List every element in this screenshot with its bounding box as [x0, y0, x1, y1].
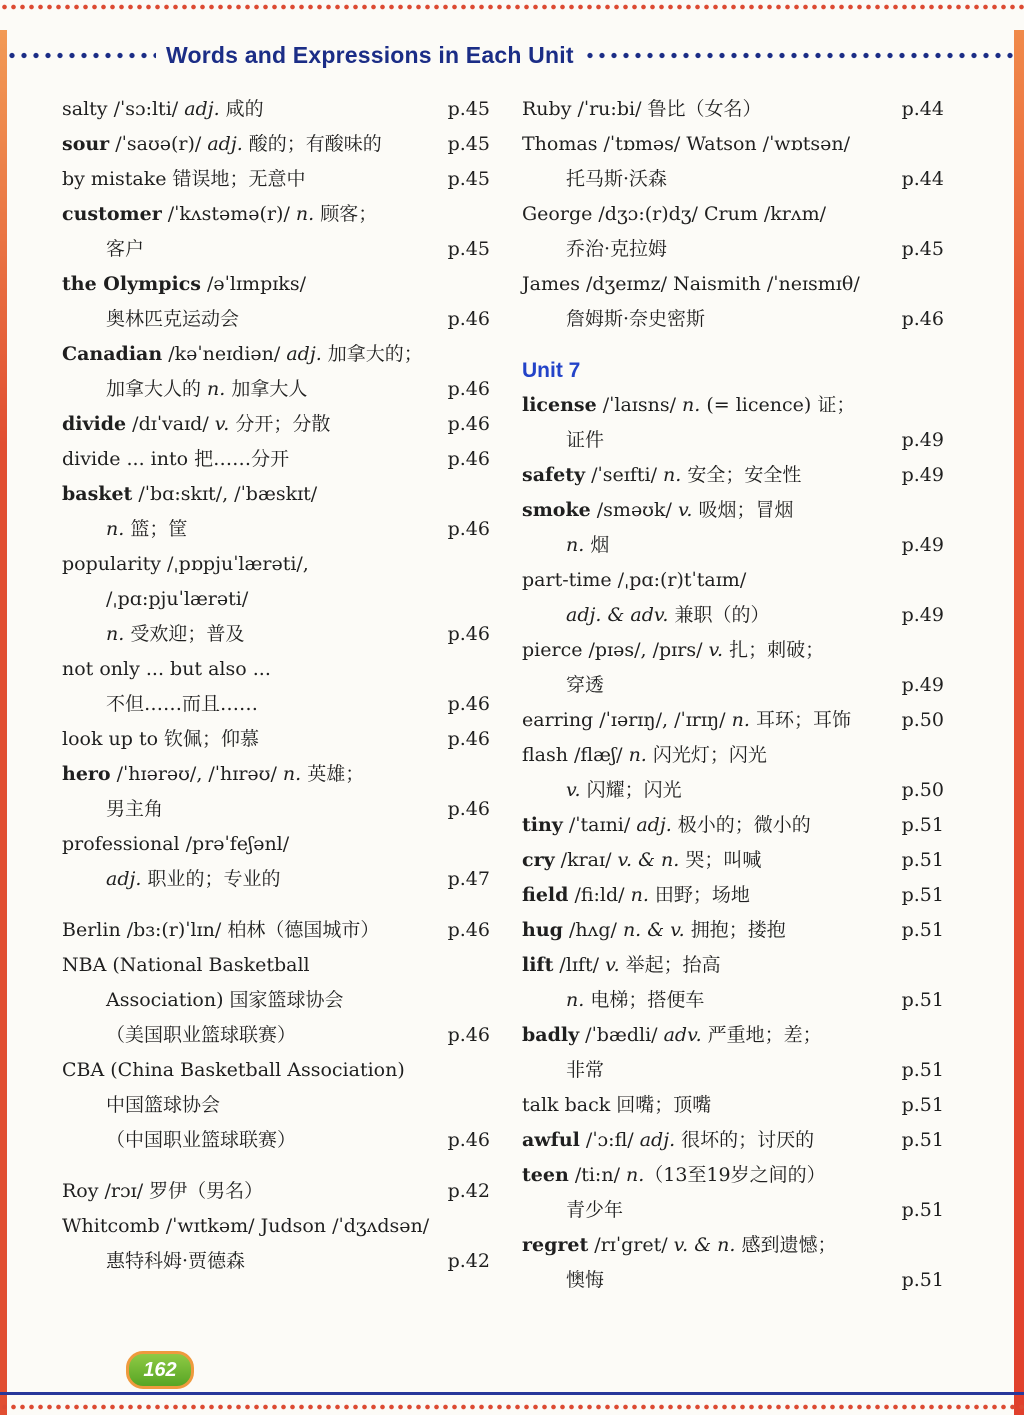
unit-heading: Unit 7 [522, 359, 581, 382]
glossary-entry [62, 197, 490, 267]
page-ref: p.46 [447, 693, 490, 715]
glossary-line [62, 92, 490, 127]
glossary-line [62, 1209, 490, 1244]
glossary-column-left [62, 92, 490, 1279]
glossary-entry [522, 738, 944, 808]
glossary-line-text: 懊悔 [566, 1269, 605, 1291]
glossary-entry [522, 493, 944, 563]
glossary-line-text: 中国篮球协会 [106, 1094, 221, 1116]
glossary-line [522, 633, 944, 668]
glossary-line-text: cry /kraɪ/ v. & n. 哭；叫喊 [522, 849, 762, 871]
glossary-line [522, 1193, 944, 1228]
glossary-line-text: the Olympics /əˈlɪmpɪks/ [62, 273, 306, 295]
glossary-entry [62, 337, 490, 407]
page-ref: p.46 [447, 413, 490, 435]
glossary-line-text: James /dʒeɪmz/ Naismith /ˈneɪsmɪθ/ [522, 273, 860, 295]
glossary-line [522, 843, 944, 878]
glossary-line-text: 惠特科姆·贾德森 [106, 1250, 246, 1272]
glossary-line [62, 652, 490, 687]
glossary-line-text: safety /ˈseɪfti/ n. 安全；安全性 [522, 464, 802, 486]
glossary-line [522, 92, 944, 127]
page-ref: p.49 [901, 429, 944, 451]
glossary-line [522, 458, 944, 493]
glossary-entry [522, 1018, 944, 1088]
glossary-line-text: 证件 [566, 429, 605, 451]
glossary-line [62, 442, 490, 477]
glossary-line-text: v. 闪耀；闪光 [566, 779, 682, 801]
page-ref: p.50 [901, 709, 944, 731]
glossary-line [62, 127, 490, 162]
glossary-line [62, 757, 490, 792]
top-dotted-line [0, 4, 1024, 10]
glossary-line-text: lift /lɪft/ v. 举起；抬高 [522, 954, 721, 976]
page-ref: p.46 [901, 308, 944, 330]
glossary-line-text: teen /ti:n/ n.（13至19岁之间的） [522, 1164, 826, 1186]
glossary-line [522, 302, 944, 337]
glossary-line-text: awful /ˈɔ:fl/ adj. 很坏的；讨厌的 [522, 1129, 815, 1151]
glossary-line-text: adj. 职业的；专业的 [106, 868, 281, 890]
glossary-line-text: 客户 [106, 238, 145, 260]
glossary-line [62, 512, 490, 547]
bottom-dotted-line [0, 1404, 1024, 1410]
page-ref: p.46 [447, 308, 490, 330]
page-ref: p.51 [901, 849, 944, 871]
page-title: Words and Expressions in Each Unit [166, 41, 574, 68]
glossary-line [62, 948, 490, 983]
page-ref: p.46 [447, 919, 490, 941]
bottom-rule [0, 1392, 1024, 1395]
page-ref: p.51 [901, 1059, 944, 1081]
glossary-entry [62, 547, 490, 652]
page-ref: p.45 [901, 238, 944, 260]
page-ref: p.46 [447, 623, 490, 645]
glossary-entry [522, 948, 944, 1018]
glossary-line [62, 722, 490, 757]
page-ref: p.46 [447, 448, 490, 470]
glossary-line [62, 1244, 490, 1279]
glossary-line [62, 1088, 490, 1123]
glossary-entry [62, 442, 490, 477]
glossary-line-text: n. 烟 [566, 534, 610, 556]
glossary-line [62, 407, 490, 442]
page-edge-right [1014, 30, 1024, 1415]
glossary-line [522, 598, 944, 633]
glossary-line [62, 1123, 490, 1158]
page-ref: p.49 [901, 604, 944, 626]
glossary-line-text: license /ˈlaɪsns/ n. (= licence) 证； [522, 394, 856, 416]
glossary-line [522, 232, 944, 267]
page-edge-left [0, 30, 7, 1415]
glossary-line-text: popularity /ˌpɒpjuˈlærəti/, [62, 553, 309, 575]
glossary-line-text: by mistake 错误地；无意中 [62, 168, 306, 190]
glossary-line-text: customer /ˈkʌstəmə(r)/ n. 顾客； [62, 203, 378, 225]
glossary-line [522, 162, 944, 197]
page-header [0, 38, 1024, 72]
glossary-line-text: George /dʒɔ:(r)dʒ/ Crum /krʌm/ [522, 203, 827, 225]
glossary-line-text: Whitcomb /ˈwɪtkəm/ Judson /ˈdʒʌdsən/ [62, 1215, 430, 1237]
glossary-line [62, 232, 490, 267]
glossary-line-text: professional /prəˈfeʃənl/ [62, 833, 290, 855]
glossary-entry [62, 477, 490, 547]
entry-gap [522, 337, 944, 353]
glossary-entry [522, 267, 944, 337]
glossary-line-text: divide /dɪˈvaɪd/ v. 分开；分散 [62, 413, 331, 435]
glossary-entry [522, 703, 944, 738]
glossary-line-text: n. 受欢迎；普及 [106, 623, 245, 645]
glossary-entry [62, 92, 490, 127]
page-ref: p.51 [901, 1129, 944, 1151]
glossary-line-text: Roy /rɔɪ/ 罗伊（男名） [62, 1180, 264, 1202]
glossary-line-text: （中国职业篮球联赛） [106, 1129, 297, 1151]
page-ref: p.46 [447, 1129, 490, 1151]
glossary-line [62, 1174, 490, 1209]
glossary-line-text: n. 篮；筐 [106, 518, 188, 540]
glossary-line-text: Association) 国家篮球协会 [106, 989, 344, 1011]
glossary-line [522, 267, 944, 302]
glossary-line [522, 1123, 944, 1158]
glossary-line-text: regret /rɪˈgret/ v. & n. 感到遗憾； [522, 1234, 837, 1256]
glossary-line-text: 非常 [566, 1059, 605, 1081]
page-ref: p.51 [901, 1199, 944, 1221]
glossary-line-text: adj. & adv. 兼职（的） [566, 604, 770, 626]
glossary-line [522, 197, 944, 232]
glossary-line-text: Canadian /kəˈneɪdiən/ adj. 加拿大的； [62, 343, 423, 365]
page-ref: p.45 [447, 98, 490, 120]
page-ref: p.42 [447, 1250, 490, 1272]
glossary-line [522, 808, 944, 843]
glossary-entry [62, 722, 490, 757]
glossary-column-right [522, 92, 944, 1298]
glossary-line [522, 878, 944, 913]
glossary-line-text: （美国职业篮球联赛） [106, 1024, 297, 1046]
glossary-line-text: 奥林匹克运动会 [106, 308, 240, 330]
glossary-line [522, 423, 944, 458]
glossary-line-text: pierce /pɪəs/, /pɪrs/ v. 扎；刺破； [522, 639, 825, 661]
glossary-line [62, 372, 490, 407]
glossary-entry [62, 127, 490, 162]
page-ref: p.46 [447, 1024, 490, 1046]
glossary-line [62, 302, 490, 337]
glossary-line-text: 詹姆斯·奈史密斯 [566, 308, 706, 330]
glossary-entry [522, 1158, 944, 1228]
glossary-entry [62, 827, 490, 897]
glossary-line [522, 127, 944, 162]
glossary-line [62, 792, 490, 827]
glossary-entry [62, 1174, 490, 1209]
glossary-line [62, 197, 490, 232]
glossary-line-text: CBA (China Basketball Association) [62, 1059, 405, 1081]
glossary-line [62, 337, 490, 372]
glossary-line-text: earring /ˈɪərɪŋ/, /ˈɪrɪŋ/ n. 耳环；耳饰 [522, 709, 851, 731]
glossary-entry [522, 878, 944, 913]
glossary-line-text: 穿透 [566, 674, 605, 696]
glossary-line-text: basket /ˈbɑ:skɪt/, /ˈbæskɪt/ [62, 483, 318, 505]
glossary-line [522, 1088, 944, 1123]
entry-gap [62, 897, 490, 913]
glossary-line [522, 493, 944, 528]
glossary-line [522, 668, 944, 703]
glossary-line [522, 703, 944, 738]
page-ref: p.45 [447, 133, 490, 155]
glossary-line [62, 267, 490, 302]
glossary-line [522, 563, 944, 598]
glossary-line-text: not only ... but also ... [62, 658, 271, 680]
glossary-line [62, 862, 490, 897]
glossary-line-text: divide ... into 把……分开 [62, 448, 290, 470]
glossary-line-text: sour /ˈsaʊə(r)/ adj. 酸的；有酸味的 [62, 133, 382, 155]
page-ref: p.51 [901, 1269, 944, 1291]
glossary-line [62, 477, 490, 512]
glossary-line [62, 547, 490, 582]
glossary-line [62, 582, 490, 617]
glossary-line-text: Berlin /bɜ:(r)ˈlɪn/ 柏林（德国城市） [62, 919, 380, 941]
glossary-entry [522, 1088, 944, 1123]
glossary-entry [522, 388, 944, 458]
glossary-entry [62, 1053, 490, 1158]
glossary-entry [522, 843, 944, 878]
glossary [62, 92, 944, 1298]
glossary-entry [62, 757, 490, 827]
page-ref: p.49 [901, 534, 944, 556]
header-dots-left [6, 52, 156, 59]
glossary-line [62, 913, 490, 948]
glossary-line-text: badly /ˈbædli/ adv. 严重地；差； [522, 1024, 822, 1046]
glossary-line [522, 948, 944, 983]
glossary-entry [62, 948, 490, 1053]
glossary-line [62, 827, 490, 862]
glossary-line [62, 1018, 490, 1053]
glossary-entry [62, 652, 490, 722]
glossary-line [522, 1018, 944, 1053]
glossary-entry [62, 913, 490, 948]
glossary-entry [62, 1209, 490, 1279]
page-ref: p.51 [901, 1094, 944, 1116]
page-ref: p.51 [901, 989, 944, 1011]
glossary-line-text: Ruby /ˈru:bi/ 鲁比（女名） [522, 98, 762, 120]
page-ref: p.51 [901, 814, 944, 836]
glossary-entry [522, 913, 944, 948]
glossary-line [522, 1158, 944, 1193]
glossary-line-text: /ˌpɑ:pjuˈlærəti/ [106, 588, 249, 610]
glossary-line-text: smoke /sməʊk/ v. 吸烟；冒烟 [522, 499, 794, 521]
glossary-entry [522, 633, 944, 703]
glossary-entry [62, 267, 490, 337]
glossary-line-text: 不但……而且…… [106, 693, 259, 715]
glossary-line [522, 1053, 944, 1088]
glossary-entry [62, 407, 490, 442]
glossary-line [522, 388, 944, 423]
glossary-entry [522, 1123, 944, 1158]
glossary-line-text: look up to 钦佩；仰慕 [62, 728, 260, 750]
glossary-line-text: part-time /ˌpɑ:(r)tˈtaɪm/ [522, 569, 747, 591]
glossary-line [522, 983, 944, 1018]
glossary-line [522, 913, 944, 948]
glossary-line-text: 加拿大人的 n. 加拿大人 [106, 378, 308, 400]
page-ref: p.47 [447, 868, 490, 890]
glossary-entry [522, 563, 944, 633]
page-number: 162 [143, 1358, 177, 1381]
page-number-badge [126, 1351, 194, 1389]
glossary-line [62, 617, 490, 652]
glossary-line [62, 687, 490, 722]
entry-gap [62, 1158, 490, 1174]
glossary-line-text: hero /ˈhɪərəʊ/, /ˈhɪrəʊ/ n. 英雄； [62, 763, 365, 785]
glossary-line-text: field /fi:ld/ n. 田野；场地 [522, 884, 750, 906]
glossary-entry [522, 458, 944, 493]
page-ref: p.46 [447, 798, 490, 820]
page-ref: p.46 [447, 728, 490, 750]
glossary-line [62, 162, 490, 197]
glossary-line-text: 乔治·克拉姆 [566, 238, 668, 260]
page-ref: p.46 [447, 518, 490, 540]
glossary-line [522, 1263, 944, 1298]
page-ref: p.44 [901, 98, 944, 120]
glossary-line [522, 773, 944, 808]
glossary-entry [522, 808, 944, 843]
glossary-line-text: Thomas /ˈtɒməs/ Watson /ˈwɒtsən/ [522, 133, 850, 155]
glossary-line [522, 738, 944, 773]
header-dots-right [584, 52, 1018, 59]
glossary-entry [522, 1228, 944, 1298]
page-ref: p.49 [901, 674, 944, 696]
page-ref: p.44 [901, 168, 944, 190]
glossary-line-text: talk back 回嘴；顶嘴 [522, 1094, 712, 1116]
page-ref: p.45 [447, 168, 490, 190]
glossary-line-text: NBA (National Basketball [62, 954, 310, 976]
page-ref: p.50 [901, 779, 944, 801]
glossary-entry [522, 92, 944, 127]
glossary-line-text: hug /hʌg/ n. & v. 拥抱；搂抱 [522, 919, 786, 941]
page-ref: p.46 [447, 378, 490, 400]
glossary-line [522, 1228, 944, 1263]
page-ref: p.51 [901, 884, 944, 906]
page-ref: p.42 [447, 1180, 490, 1202]
glossary-line-text: n. 电梯；搭便车 [566, 989, 705, 1011]
page-ref: p.45 [447, 238, 490, 260]
glossary-line-text: tiny /ˈtaɪni/ adj. 极小的；微小的 [522, 814, 811, 836]
glossary-line-text: 托马斯·沃森 [566, 168, 668, 190]
glossary-line [522, 528, 944, 563]
glossary-entry [522, 197, 944, 267]
page-ref: p.49 [901, 464, 944, 486]
glossary-line-text: 男主角 [106, 798, 164, 820]
glossary-line-text: 青少年 [566, 1199, 624, 1221]
glossary-line [62, 983, 490, 1018]
glossary-entry [522, 127, 944, 197]
page-ref: p.51 [901, 919, 944, 941]
glossary-line-text: flash /flæʃ/ n. 闪光灯；闪光 [522, 744, 767, 766]
glossary-line [62, 1053, 490, 1088]
glossary-line-text: salty /ˈsɔ:lti/ adj. 咸的 [62, 98, 264, 120]
glossary-entry [62, 162, 490, 197]
